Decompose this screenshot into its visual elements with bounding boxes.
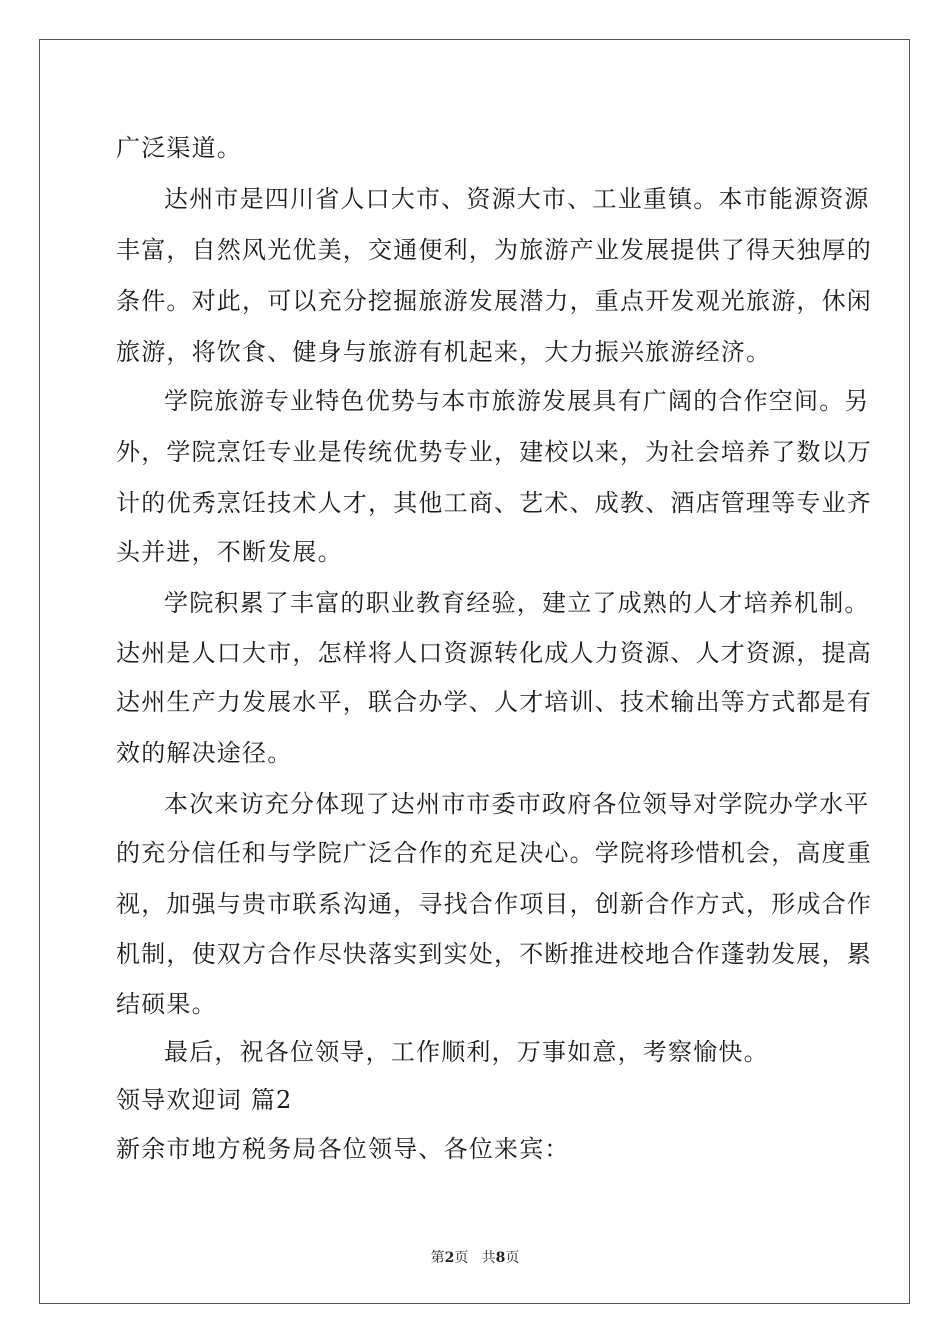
text-line: 最后，祝各位领导，工作顺利，万事如意，考察愉快。: [164, 1038, 769, 1066]
text-line: 的充分信任和与学院广泛合作的充足决心。学院将珍惜机会，高度重: [116, 839, 872, 867]
text-line: 达州市是四川省人口大市、资源大市、工业重镇。本市能源资源: [164, 185, 870, 213]
text-line: 计的优秀烹饪技术人才，其他工商、艺术、成教、酒店管理等专业齐: [116, 489, 872, 517]
text-line: 达州是人口大市，怎样将人口资源转化成人力资源、人才资源，提高: [116, 639, 872, 667]
page-suffix: 页: [454, 1250, 469, 1266]
text-line: 条件。对此，可以充分挖掘旅游发展潜力，重点开发观光旅游，休闲: [116, 287, 872, 315]
text-line: 结硕果。: [116, 990, 217, 1018]
text-line: 本次来访充分体现了达州市市委市政府各位领导对学院办学水平: [164, 790, 870, 818]
total-prefix: 共: [481, 1250, 496, 1266]
text-line: 外，学院烹饪专业是传统优势专业，建校以来，为社会培养了数以万: [116, 438, 872, 466]
page-number: 2: [444, 1250, 455, 1266]
text-line: 广泛渠道。: [116, 134, 242, 162]
total-pages: 8: [495, 1250, 506, 1266]
section-heading: 领导欢迎词 篇2: [116, 1086, 293, 1114]
page-footer: [0, 1247, 950, 1267]
total-suffix: 页: [505, 1250, 520, 1266]
salutation: 新余市地方税务局各位领导、各位来宾：: [116, 1135, 570, 1163]
text-line: 旅游，将饮食、健身与旅游有机起来，大力振兴旅游经济。: [116, 338, 772, 366]
page-prefix: 第: [430, 1250, 445, 1266]
text-line: 达州生产力发展水平，联合办学、人才培训、技术输出等方式都是有: [116, 688, 872, 716]
text-line: 视，加强与贵市联系沟通，寻找合作项目，创新合作方式，形成合作: [116, 890, 872, 918]
text-line: 机制，使双方合作尽快落实到实处，不断推进校地合作蓬勃发展，累: [116, 940, 872, 968]
text-line: 学院积累了丰富的职业教育经验，建立了成熟的人才培养机制。: [164, 589, 870, 617]
text-line: 效的解决途径。: [116, 739, 293, 767]
text-line: 丰富，自然风光优美，交通便利，为旅游产业发展提供了得天独厚的: [116, 236, 872, 264]
text-line: 头并进，不断发展。: [116, 538, 343, 566]
text-line: 学院旅游专业特色优势与本市旅游发展具有广阔的合作空间。另: [164, 387, 870, 415]
